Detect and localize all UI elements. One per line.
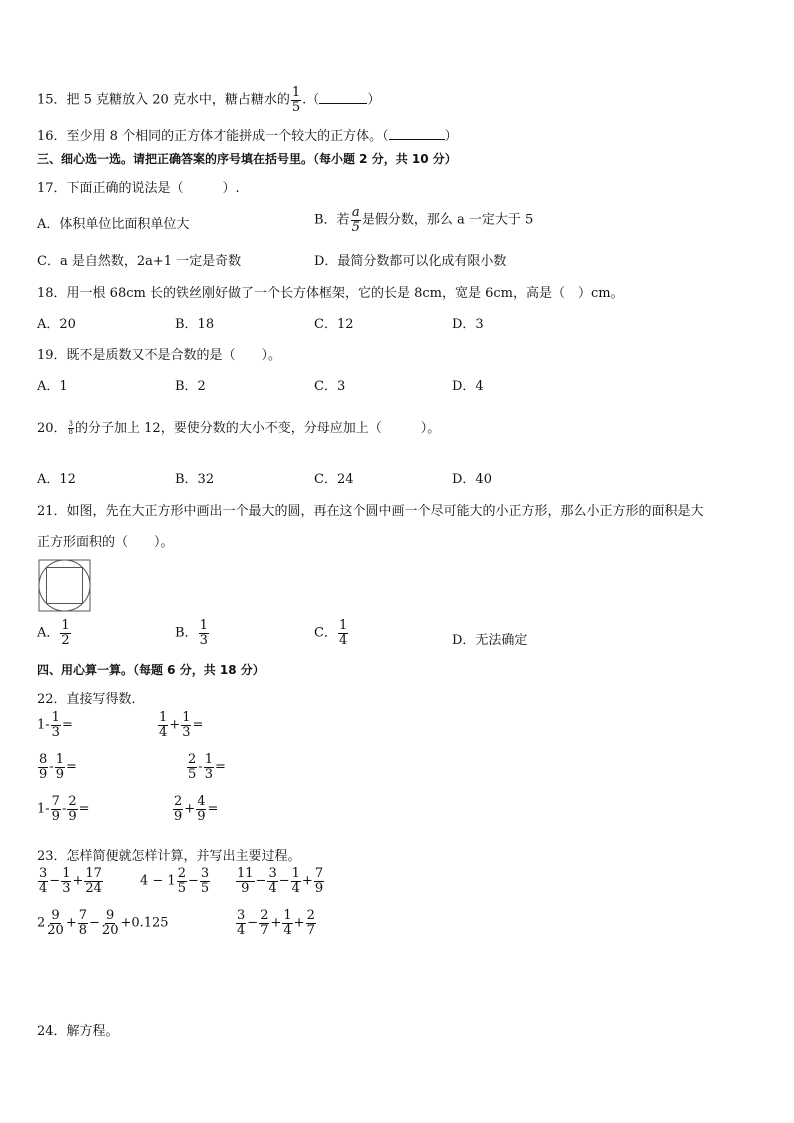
question-22-stem: 22．直接写得数．	[37, 692, 145, 707]
q15-text: 15．把 5 克糖放入 20 克水中，糖占糖水的	[37, 92, 290, 108]
q20-option-a[interactable]: A．12	[37, 472, 76, 487]
q21-option-d[interactable]: D．无法确定	[452, 633, 528, 648]
q17-option-b[interactable]: B．若 $\frac{a}{5}$ 是假分数，那么 a 一定大于 5	[314, 205, 534, 235]
q22-expr-5: 1- $\frac{7}{9}$ - $\frac{2}{9}$ =	[37, 794, 90, 824]
q21-option-a[interactable]: A． $\frac{1}{2}$	[37, 618, 70, 648]
q22-expr-6: $\frac{2}{9}$ + $\frac{4}{9}$ =	[174, 794, 219, 824]
q21-option-b[interactable]: B． $\frac{1}{3}$	[175, 618, 208, 648]
q17-option-a[interactable]: A．体积单位比面积单位大	[37, 217, 190, 232]
q20-option-d[interactable]: D．40	[452, 472, 492, 487]
q22-expr-4: $\frac{2}{5}$ - $\frac{1}{3}$ =	[188, 752, 226, 782]
answer-blank[interactable]	[319, 92, 367, 104]
q23-expr-2: 4 − 1 $\frac{2}{5}$ − $\frac{3}{5}$	[140, 866, 210, 896]
question-16: 16．至少用 8 个相同的正方体才能拼成一个较大的正方体。（ ）	[37, 129, 458, 144]
q18-option-c[interactable]: C．12	[314, 317, 354, 332]
q22-expr-2: $\frac{1}{4}$ + $\frac{1}{3}$ =	[159, 710, 204, 740]
q21-option-c[interactable]: C． $\frac{1}{4}$	[314, 618, 348, 648]
q23-expr-4: 2 $\frac{9}{20}$ + $\frac{7}{8}$ − $\frac{9}{20}$ +0.125	[37, 908, 169, 938]
question-21-line1: 21．如图，先在大正方形中画出一个最大的圆，再在这个圆中画一个尽可能大的小正方形，那么小正方形的面积是大	[37, 504, 704, 519]
q23-expr-5: $\frac{3}{4}$ − $\frac{2}{7}$ + $\frac{1}{4}$ + $\frac{2}{7}$	[237, 908, 315, 938]
question-21-line2: 正方形面积的（ ）。	[37, 535, 174, 550]
q19-option-c[interactable]: C．3	[314, 379, 346, 394]
question-23-stem: 23．怎样简便就怎样计算，并写出主要过程。	[37, 849, 301, 864]
question-17-stem: 17．下面正确的说法是（ ）.	[37, 181, 240, 196]
question-19-stem: 19．既不是质数又不是合数的是（ ）。	[37, 348, 282, 363]
q18-option-b[interactable]: B．18	[175, 317, 215, 332]
q19-option-b[interactable]: B．2	[175, 379, 206, 394]
q18-option-d[interactable]: D．3	[452, 317, 484, 332]
q18-option-a[interactable]: A．20	[37, 317, 76, 332]
q17-option-d[interactable]: D．最简分数都可以化成有限小数	[314, 254, 507, 269]
question-20-stem: 20． $\frac{3}{8}$ 的分子加上 12，要使分数的大小不变，分母应加上（ ）。	[37, 419, 441, 436]
answer-blank[interactable]	[389, 128, 445, 140]
q19-option-d[interactable]: D．4	[452, 379, 484, 394]
q23-expr-3: $\frac{11}{9}$ − $\frac{3}{4}$ − $\frac{1}{4}$ + $\frac{7}{9}$	[237, 866, 324, 896]
question-15: 15．把 5 克糖放入 20 克水中，糖占糖水的 $\frac{1}{5}$ .（ ）	[37, 85, 381, 115]
q19-option-a[interactable]: A．1	[37, 379, 68, 394]
section-4-heading: 四、用心算一算。（每题 6 分，共 18 分）	[37, 663, 265, 677]
inner-square	[47, 568, 83, 604]
section-3-heading: 三、细心选一选。请把正确答案的序号填在括号里。（每小题 2 分，共 10 分）	[37, 152, 457, 166]
question-18-stem: 18．用一根 68cm 长的铁丝刚好做了一个长方体框架，它的长是 8cm，宽是 6cm，高是（ ）cm。	[37, 286, 624, 301]
square-circle-figure	[38, 559, 91, 612]
q20-option-c[interactable]: C．24	[314, 472, 354, 487]
q15-fraction: $\frac{1}{5}$	[291, 85, 301, 115]
q22-expr-1: 1- $\frac{1}{3}$ =	[37, 710, 73, 740]
q17-option-c[interactable]: C．a 是自然数，2a+1 一定是奇数	[37, 254, 242, 269]
q20-option-b[interactable]: B．32	[175, 472, 215, 487]
q22-expr-3: $\frac{8}{9}$ - $\frac{1}{9}$ =	[39, 752, 77, 782]
question-24-stem: 24．解方程。	[37, 1024, 119, 1039]
q23-expr-1: $\frac{3}{4}$ − $\frac{1}{3}$ + $\frac{17}{24}$	[39, 866, 102, 896]
